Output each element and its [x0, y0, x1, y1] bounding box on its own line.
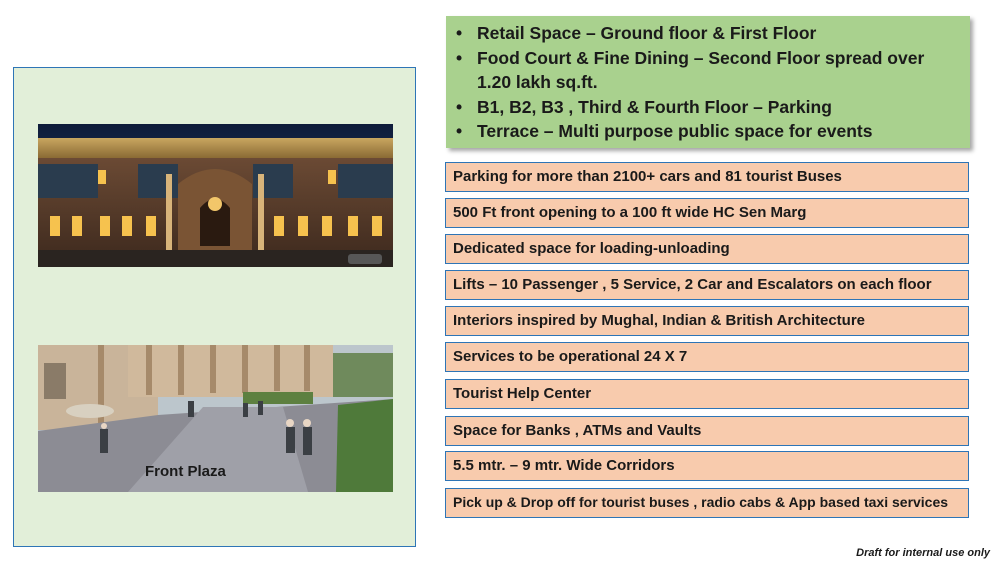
feature-parking: Parking for more than 2100+ cars and 81 tourist Buses: [445, 162, 969, 192]
bullet-icon: •: [456, 121, 463, 141]
feature-help-center: Tourist Help Center: [445, 379, 969, 409]
summary-text: Terrace – Multi purpose public space for events: [477, 121, 873, 141]
summary-item: [454, 119, 960, 144]
floor-summary-list: [454, 21, 960, 144]
bullet-icon: •: [456, 23, 463, 43]
summary-text: B1, B2, B3 , Third & Fourth Floor – Parking: [477, 96, 832, 117]
floor-summary-box: [446, 16, 970, 148]
summary-text: Food Court & Fine Dining – Second Floor spread over 1.20 lakh sq.ft.: [477, 47, 925, 92]
feature-banks: Space for Banks , ATMs and Vaults: [445, 416, 969, 446]
draft-footnote: Draft for internal use only: [856, 547, 990, 559]
summary-text: Retail Space – Ground floor & First Floor: [477, 23, 817, 43]
feature-corridors: 5.5 mtr. – 9 mtr. Wide Corridors: [445, 451, 969, 481]
summary-item: [454, 21, 960, 46]
feature-loading: Dedicated space for loading-unloading: [445, 234, 969, 264]
feature-services: Services to be operational 24 X 7: [445, 342, 969, 372]
summary-item: [454, 46, 960, 95]
feature-pickup-dropoff: Pick up & Drop off for tourist buses , radio cabs & App based taxi services: [445, 488, 969, 518]
summary-item: [454, 95, 960, 120]
bullet-icon: •: [456, 96, 463, 117]
feature-lifts: Lifts – 10 Passenger , 5 Service, 2 Car and Escalators on each floor: [445, 270, 969, 300]
feature-interiors: Interiors inspired by Mughal, Indian & British Architecture: [445, 306, 969, 336]
feature-front-opening: 500 Ft front opening to a 100 ft wide HC Sen Marg: [445, 198, 969, 228]
front-plaza-caption: Front Plaza: [145, 463, 226, 480]
bullet-icon: •: [456, 47, 463, 68]
building-facade-image: [38, 124, 393, 267]
